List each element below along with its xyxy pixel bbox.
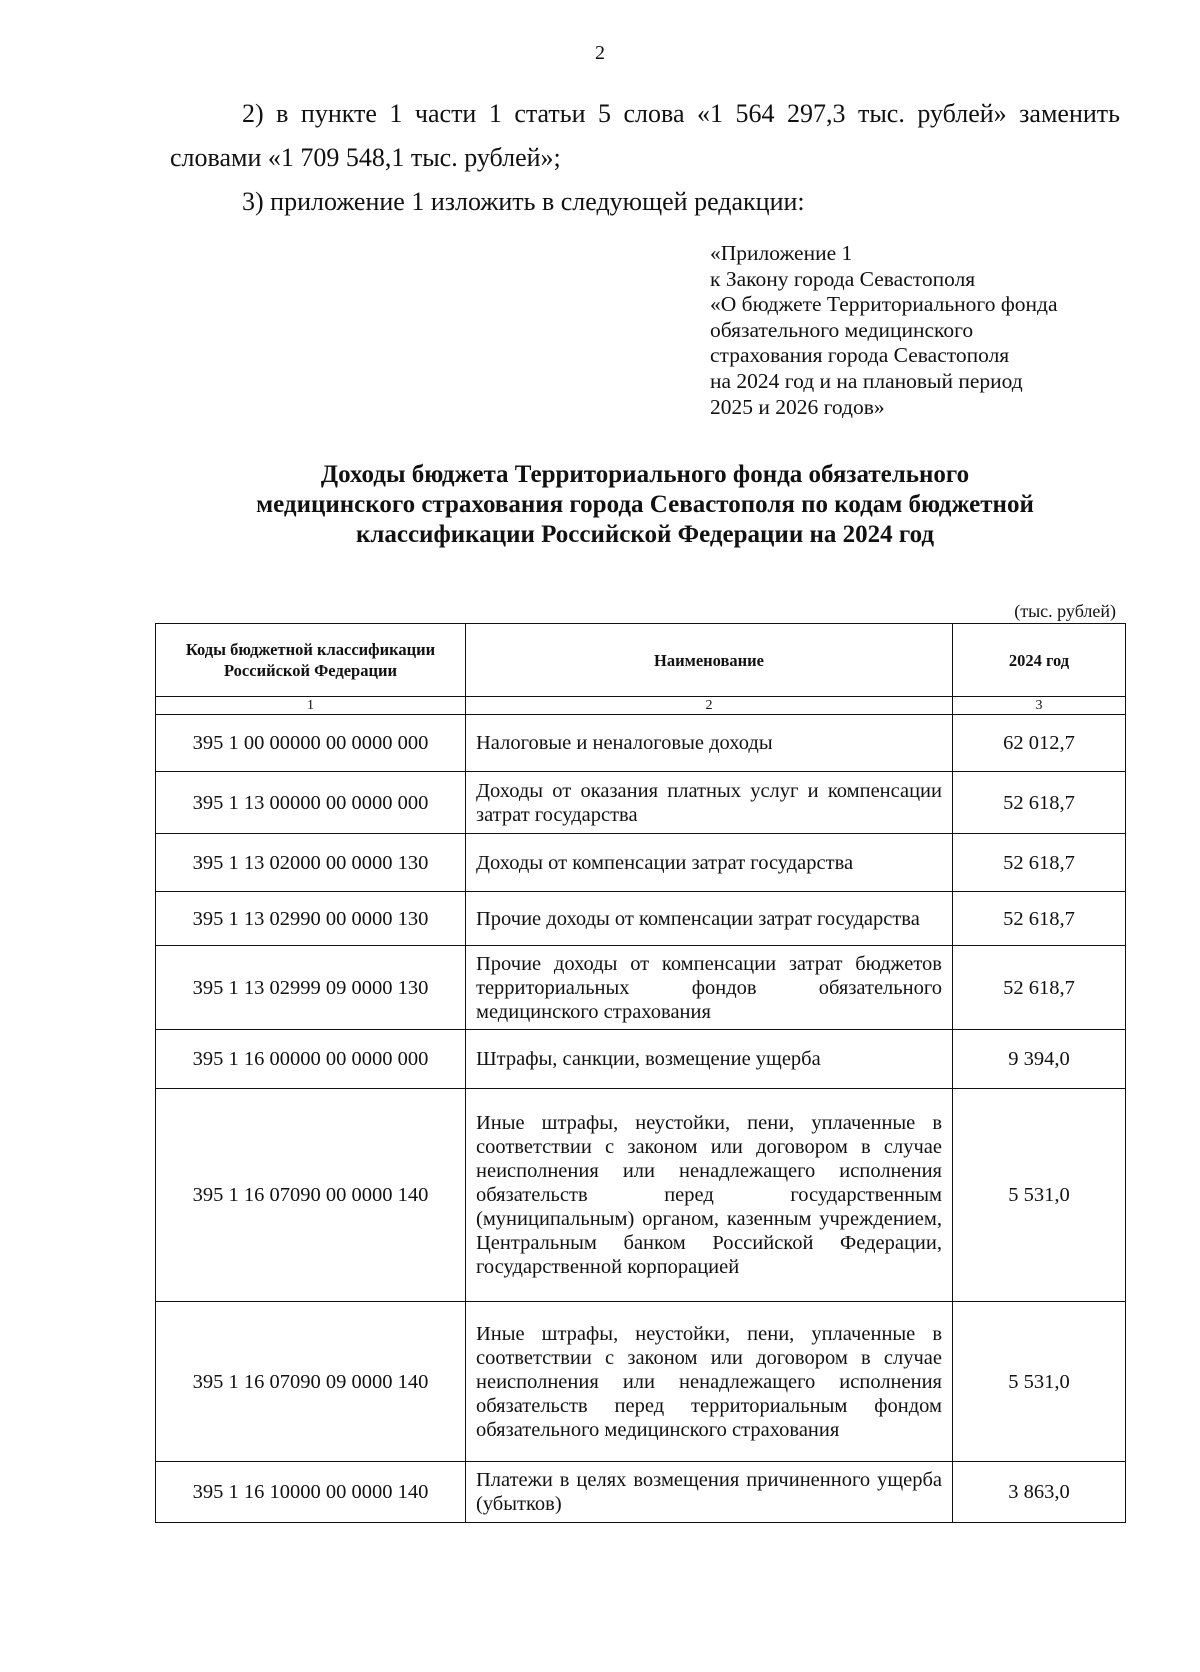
appendix-line: страхования города Севастополя bbox=[710, 343, 1010, 368]
appendix-line: обязательного медицинского bbox=[710, 317, 974, 342]
row-code: 395 1 16 07090 00 0000 140 bbox=[156, 1089, 466, 1302]
row-amount: 62 012,7 bbox=[953, 715, 1126, 772]
appendix-line: «Приложение 1 bbox=[710, 241, 853, 265]
row-amount: 52 618,7 bbox=[953, 892, 1126, 946]
row-amount: 5 531,0 bbox=[953, 1089, 1126, 1302]
appendix-line: «О бюджете Территориального фонда bbox=[710, 292, 1058, 317]
table-row bbox=[156, 715, 1126, 772]
table-row bbox=[156, 1462, 1126, 1523]
header-name: Наименование bbox=[466, 624, 953, 697]
header-year: 2024 год bbox=[953, 624, 1126, 697]
title-line: классификации Российской Федерации на 2024 год bbox=[355, 521, 935, 548]
table-row bbox=[156, 772, 1126, 834]
row-code: 395 1 13 02999 09 0000 130 bbox=[156, 946, 466, 1030]
appendix-line: 2025 и 2026 годов» bbox=[710, 394, 885, 419]
title-line: Доходы бюджета Территориального фонда обязательного bbox=[320, 461, 970, 488]
row-amount: 3 863,0 bbox=[953, 1462, 1126, 1523]
row-code: 395 1 00 00000 00 0000 000 bbox=[156, 715, 466, 772]
row-amount: 9 394,0 bbox=[953, 1030, 1126, 1089]
page-number: 2 bbox=[595, 42, 605, 64]
row-amount: 52 618,7 bbox=[953, 834, 1126, 892]
title-line: медицинского страхования города Севастополя по кодам бюджетной bbox=[256, 491, 1034, 518]
column-number: 2 bbox=[466, 697, 953, 715]
row-name: Прочие доходы от компенсации затрат бюджетов территориальных фондов обязательного медицинского страхования bbox=[466, 946, 953, 1030]
table-row bbox=[156, 1302, 1126, 1462]
row-name: Доходы от компенсации затрат государства bbox=[466, 834, 953, 892]
row-code: 395 1 16 00000 00 0000 000 bbox=[156, 1030, 466, 1089]
appendix-line: к Закону города Севастополя bbox=[710, 266, 976, 291]
row-code: 395 1 16 10000 00 0000 140 bbox=[156, 1462, 466, 1523]
row-code: 395 1 13 02990 00 0000 130 bbox=[156, 892, 466, 946]
units-label: (тыс. рублей) bbox=[1014, 601, 1116, 621]
table-row bbox=[156, 946, 1126, 1030]
amendment-paragraph-3: 3) приложение 1 изложить в следующей редакции: bbox=[242, 187, 805, 216]
row-name: Платежи в целях возмещения причиненного ущерба (убытков) bbox=[466, 1462, 953, 1523]
row-name: Прочие доходы от компенсации затрат государства bbox=[466, 892, 953, 946]
row-name: Штрафы, санкции, возмещение ущерба bbox=[466, 1030, 953, 1089]
row-name: Иные штрафы, неустойки, пени, уплаченные в соответствии с законом или договором в случае неисполнения или ненадлежащего исполнения обязательств перед государственным (муниципальным) органом, казенным учреждением, Центральным банком Российской Федерации, государственной корпорацией bbox=[466, 1089, 953, 1302]
appendix-reference bbox=[710, 241, 1150, 420]
row-amount: 52 618,7 bbox=[953, 772, 1126, 834]
document-title bbox=[170, 460, 1120, 550]
appendix-line: на 2024 год и на плановый период bbox=[710, 368, 1023, 393]
row-code: 395 1 13 00000 00 0000 000 bbox=[156, 772, 466, 834]
row-code: 395 1 13 02000 00 0000 130 bbox=[156, 834, 466, 892]
table-row bbox=[156, 892, 1126, 946]
row-amount: 5 531,0 bbox=[953, 1302, 1126, 1462]
table-row bbox=[156, 1089, 1126, 1302]
table-row bbox=[156, 834, 1126, 892]
row-name: Иные штрафы, неустойки, пени, уплаченные в соответствии с законом или договором в случае неисполнения или ненадлежащего исполнения обязательств перед территориальным фондом обязательного медицинского страхования bbox=[466, 1302, 953, 1462]
column-number: 3 bbox=[953, 697, 1126, 715]
revenue-table bbox=[155, 623, 1126, 1523]
table-row bbox=[156, 1030, 1126, 1089]
row-amount: 52 618,7 bbox=[953, 946, 1126, 1030]
amendment-paragraph-2: 2) в пункте 1 части 1 статьи 5 слова «1 564 297,3 тыс. рублей» заменить словами «1 709 548,1 тыс. рублей»; bbox=[170, 99, 1120, 172]
header-codes: Коды бюджетной классификации Российской Федерации bbox=[156, 624, 466, 697]
row-name: Налоговые и неналоговые доходы bbox=[466, 715, 953, 772]
column-number: 1 bbox=[156, 697, 466, 715]
row-name: Доходы от оказания платных услуг и компенсации затрат государства bbox=[466, 772, 953, 834]
row-code: 395 1 16 07090 09 0000 140 bbox=[156, 1302, 466, 1462]
